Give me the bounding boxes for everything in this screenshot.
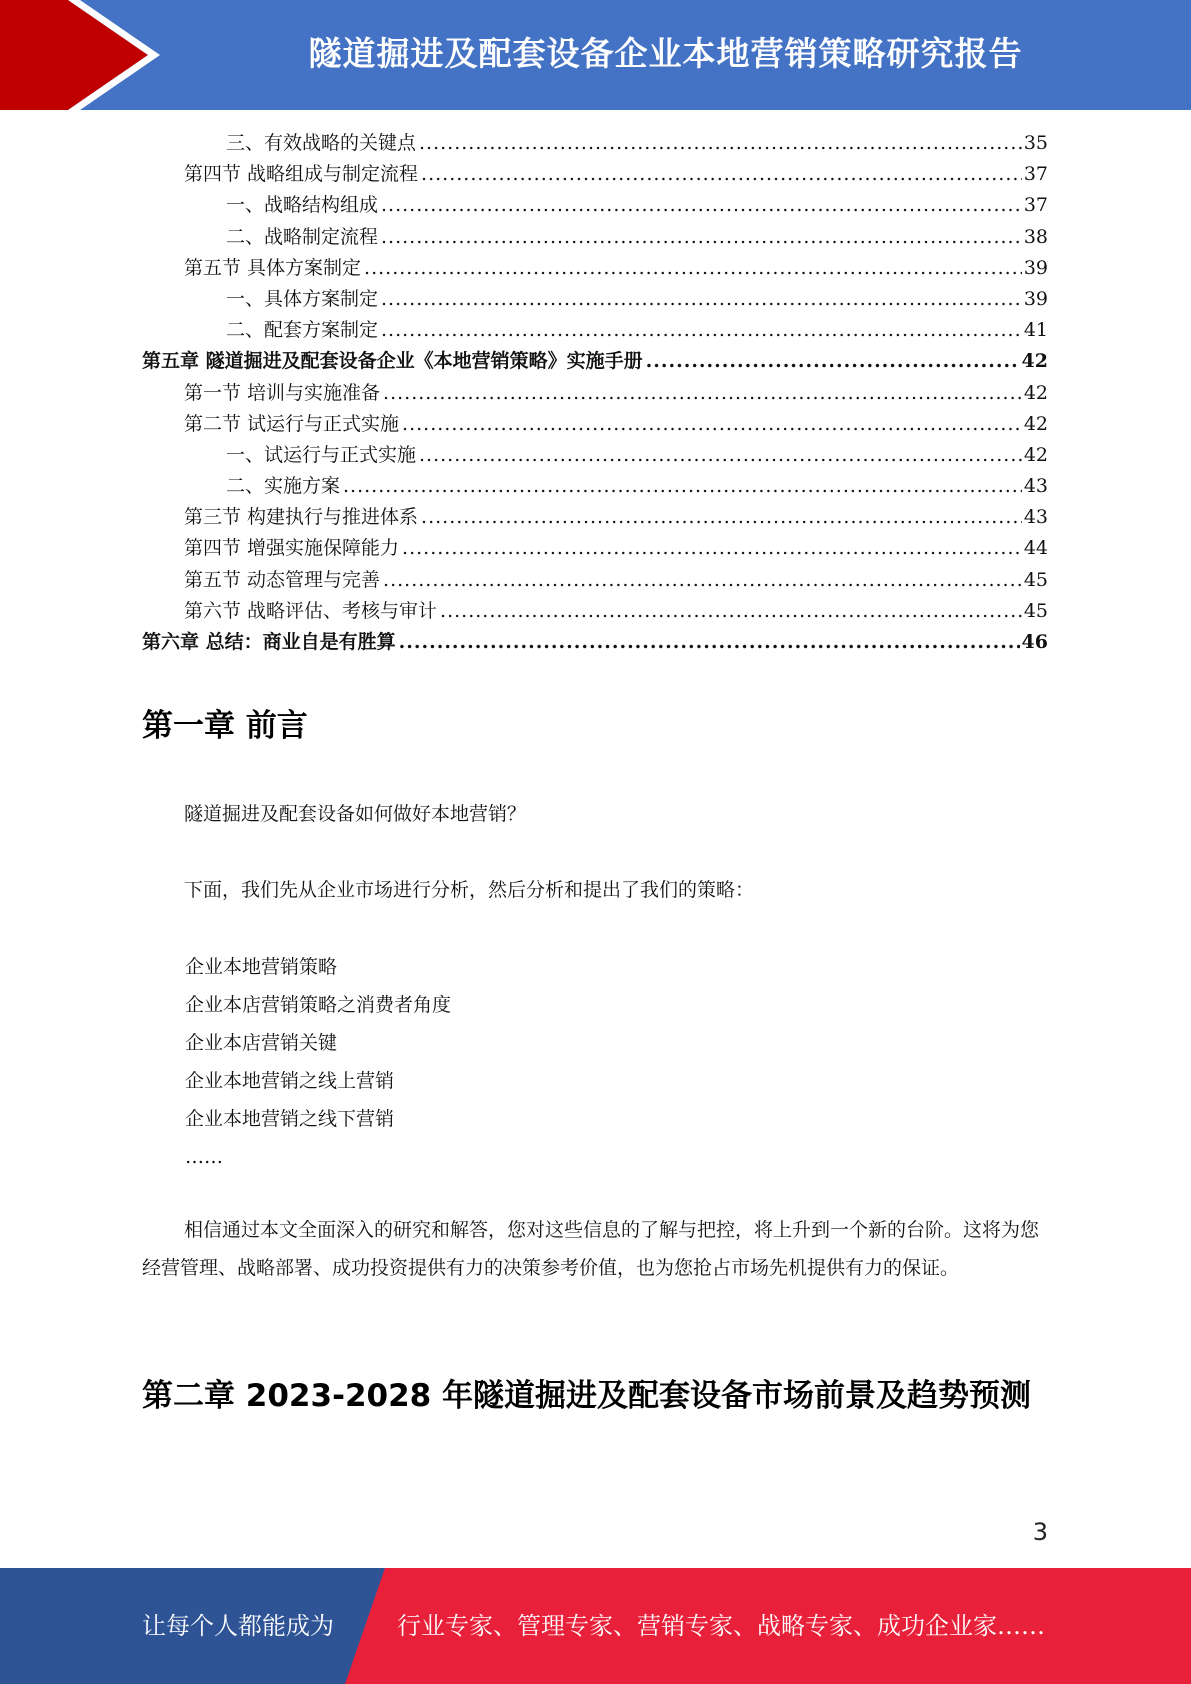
chapter-heading: 第一章 前言 xyxy=(142,708,308,744)
list-item: 企业本店营销策略之消费者角度 xyxy=(185,994,452,1016)
footer-slogan-left: 让每个人都能成为 xyxy=(142,1612,334,1640)
list-item: 企业本地营销之线上营销 xyxy=(185,1070,395,1092)
toc-entry-title: 一、具体方案制定 xyxy=(226,287,379,310)
intro-paragraph: 下面，我们先从企业市场进行分析，然后分析和提出了我们的策略： xyxy=(184,879,755,901)
toc-entry-page: 46 xyxy=(1021,631,1048,653)
toc-entry-title: 一、试运行与正式实施 xyxy=(226,443,417,466)
toc-dot-leader xyxy=(421,159,1022,190)
toc-entry-title: 三、有效战略的关键点 xyxy=(226,132,417,154)
toc-entry-page: 39 xyxy=(1023,287,1048,310)
toc-entry-title: 第六节 战略评估、考核与审计 xyxy=(184,599,438,622)
toc-entry-title: 一、战略结构组成 xyxy=(226,194,379,217)
toc-dot-leader xyxy=(399,627,1020,658)
list-item: 企业本地营销之线下营销 xyxy=(185,1108,395,1130)
toc-dot-leader xyxy=(381,284,1022,315)
closing-paragraph: 相信通过本文全面深入的研究和解答，您对这些信息的了解与把控，将上升到一个新的台阶。这将为您经营管理、战略部署、成功投资提供有力的决策参考价值，也为您抢占市场先机提供有力的保证。 xyxy=(142,1219,1040,1279)
toc-dot-leader xyxy=(343,471,1022,502)
toc-entry-page: 37 xyxy=(1023,163,1048,186)
toc-entry-page: 44 xyxy=(1023,537,1048,560)
toc-entry[interactable] xyxy=(142,627,1048,658)
toc-entry-page: 42 xyxy=(1023,412,1048,435)
toc-entry[interactable] xyxy=(142,440,1048,471)
toc-entry[interactable] xyxy=(142,190,1048,221)
toc-entry[interactable] xyxy=(142,565,1048,596)
list-item: 企业本地营销策略 xyxy=(185,956,338,978)
toc-entry-title: 第六章 总结：商业自是有胜算 xyxy=(142,631,396,653)
toc-entry-page: 42 xyxy=(1023,443,1048,466)
toc-entry-title: 第一节 培训与实施准备 xyxy=(184,381,381,404)
toc-entry-page: 45 xyxy=(1023,568,1048,591)
toc-dot-leader xyxy=(419,128,1022,159)
toc-entry[interactable] xyxy=(142,471,1048,502)
toc-entry-page: 43 xyxy=(1023,475,1048,498)
toc-entry-title: 第五节 具体方案制定 xyxy=(184,256,362,279)
toc-entry-page: 37 xyxy=(1023,194,1048,217)
toc-dot-leader xyxy=(383,378,1022,409)
toc-dot-leader xyxy=(646,346,1020,377)
toc-entry[interactable] xyxy=(142,222,1048,253)
toc-entry-title: 第五章 隧道掘进及配套设备企业《本地营销策略》实施手册 xyxy=(142,350,643,373)
toc-entry-title: 第四节 增强实施保障能力 xyxy=(184,537,400,560)
toc-entry-title: 二、战略制定流程 xyxy=(226,225,379,248)
toc-dot-leader xyxy=(419,440,1022,471)
toc-dot-leader xyxy=(381,190,1022,221)
footer-slogan-right: 行业专家、管理专家、营销专家、战略专家、成功企业家…… xyxy=(397,1612,1045,1640)
toc-entry[interactable] xyxy=(142,533,1048,564)
toc-entry-page: 39 xyxy=(1023,256,1048,279)
toc-dot-leader xyxy=(421,502,1022,533)
toc-entry-title: 二、配套方案制定 xyxy=(226,319,379,342)
footer-banner xyxy=(0,1568,1191,1684)
strategy-list xyxy=(185,948,451,1176)
toc-entry-page: 35 xyxy=(1023,132,1048,154)
toc-entry[interactable] xyxy=(142,253,1048,284)
toc-entry[interactable] xyxy=(142,159,1048,190)
toc-entry-page: 42 xyxy=(1023,381,1048,404)
chapter-heading: 第二章 2023-2028 年隧道掘进及配套设备市场前景及趋势预测 xyxy=(142,1378,1032,1414)
toc-entry-title: 第五节 动态管理与完善 xyxy=(184,568,381,591)
toc-entry-title: 二、实施方案 xyxy=(226,475,341,498)
question-paragraph: 隧道掘进及配套设备如何做好本地营销？ xyxy=(184,803,527,825)
toc-entry-page: 45 xyxy=(1023,599,1048,622)
toc-dot-leader xyxy=(381,315,1022,346)
toc-entry-page: 43 xyxy=(1023,506,1048,529)
toc-dot-leader xyxy=(381,222,1022,253)
toc-entry-page: 38 xyxy=(1023,225,1048,248)
toc-entry[interactable] xyxy=(142,409,1048,440)
toc-entry[interactable] xyxy=(142,596,1048,627)
toc-entry-title: 第三节 构建执行与推进体系 xyxy=(184,506,419,529)
report-title: 隧道掘进及配套设备企业本地营销策略研究报告 xyxy=(308,34,1023,73)
header-banner xyxy=(0,0,1191,110)
toc-dot-leader xyxy=(402,533,1022,564)
toc-dot-leader xyxy=(440,596,1022,627)
list-item: …… xyxy=(185,1146,223,1168)
toc-dot-leader xyxy=(402,409,1022,440)
toc-entry-page: 41 xyxy=(1023,319,1048,342)
table-of-contents xyxy=(142,128,1048,658)
toc-entry[interactable] xyxy=(142,284,1048,315)
toc-entry-title: 第二节 试运行与正式实施 xyxy=(184,412,400,435)
toc-entry[interactable] xyxy=(142,346,1048,377)
toc-dot-leader xyxy=(364,253,1022,284)
list-item: 企业本店营销关键 xyxy=(185,1032,338,1054)
header-arrow-decoration xyxy=(0,0,160,110)
toc-entry-page: 42 xyxy=(1021,350,1048,373)
toc-entry[interactable] xyxy=(142,128,1048,159)
toc-entry[interactable] xyxy=(142,502,1048,533)
toc-entry[interactable] xyxy=(142,378,1048,409)
toc-entry[interactable] xyxy=(142,315,1048,346)
toc-dot-leader xyxy=(383,565,1022,596)
toc-entry-title: 第四节 战略组成与制定流程 xyxy=(184,163,419,186)
page-number: 3 xyxy=(1032,1518,1048,1546)
